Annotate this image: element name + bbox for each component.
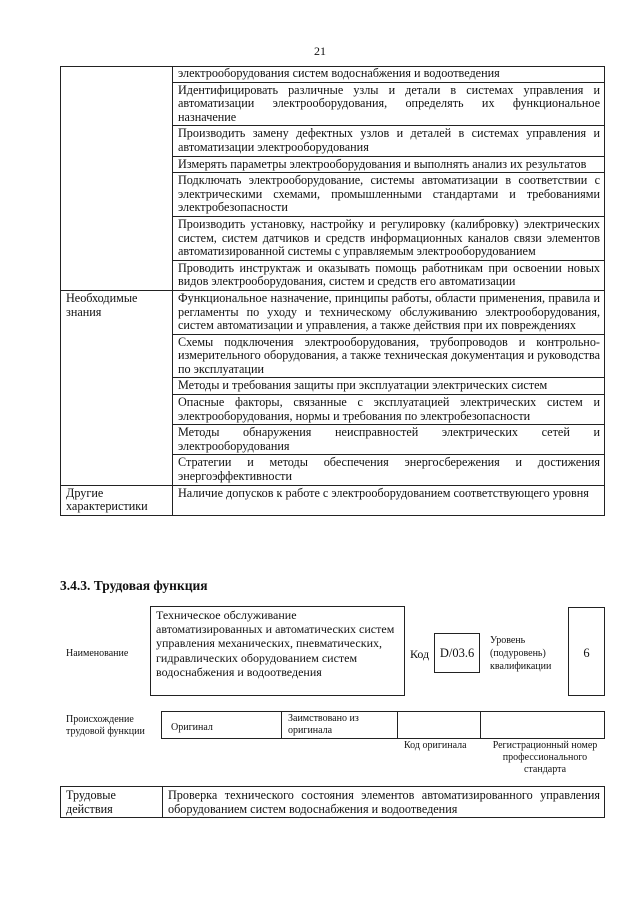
function-name: Техническое обслуживание автоматизированных и автоматических систем управления механических, пневматических, гидравлических оборудованием систем водоснабжения и водоотведения <box>156 608 395 679</box>
table-cell: Стратегии и методы обеспечения энергосбережения и достижения энергоэффективности <box>173 455 605 485</box>
borrowed-label: Заимствовано из оригинала <box>288 713 359 736</box>
table-cell: Проверка технического состояния элементов автоматизированного управления оборудованием систем водоснабжения и водоотведения <box>163 787 605 818</box>
table-cell: Наличие допусков к работе с электрооборудованием соответствующего уровня <box>173 485 605 515</box>
name-box <box>150 606 405 696</box>
level-label: Уровень (подуровень) квалификации <box>490 635 552 672</box>
divider <box>397 711 398 739</box>
actions-table <box>60 786 605 818</box>
table-cell: Опасные факторы, связанные с эксплуатацией электрических систем и электрооборудования, нормы и требования по электробезопасности <box>173 395 605 425</box>
level-box <box>568 607 605 696</box>
table-cell: Идентифицировать различные узлы и детали в системах управления и автоматизации электрооборудования, определять их функциональное назначение <box>173 82 605 126</box>
table-cell: Производить установку, настройку и регулировку (калибровку) электрических систем, систем датчиков и средств информационных каналов связи элементов автоматизированной системы с управляемым электрооборудованием <box>173 216 605 260</box>
reg-number-label: Регистрационный номер профессионального стандарта <box>492 740 598 775</box>
table-cell: Проводить инструктаж и оказывать помощь работникам при освоении новых видов электрооборудования, систем и средств его автоматизации <box>173 260 605 290</box>
table-cell: Функциональное назначение, принципы работы, области применения, правила и регламенты по уходу и техническому обслуживанию электрооборудования, систем автоматизации и управления, а также действия при их повреждениях <box>173 290 605 334</box>
original-label: Оригинал <box>171 722 213 733</box>
page-number: 21 <box>314 44 326 58</box>
divider <box>281 711 282 739</box>
divider <box>480 711 481 739</box>
level-value: 6 <box>583 646 590 660</box>
row-label-knowledge: Необходимые знания <box>61 290 173 485</box>
code-box <box>434 633 480 673</box>
table-cell: Подключать электрооборудование, системы автоматизации в соответствии с электрическими схемами, промышленными стандартами и требованиями электробезопасности <box>173 173 605 217</box>
code-label: Код <box>410 647 430 661</box>
code-value: D/03.6 <box>439 646 475 660</box>
row-label-skills <box>61 67 173 291</box>
code-original-label: Код оригинала <box>404 740 467 751</box>
table-cell: Производить замену дефектных узлов и деталей в системах управления и автоматизации электрооборудования <box>173 126 605 156</box>
name-label: Наименование <box>66 648 129 659</box>
row-label-other: Другие характеристики <box>61 485 173 515</box>
table-cell: Схемы подключения электрооборудования, трубопроводов и контрольно-измерительного оборудования, а также техническая документация и руководства по эксплуатации <box>173 334 605 378</box>
row-label-actions: Трудовые действия <box>61 787 163 818</box>
table-cell: Методы и требования защиты при эксплуатации электрических систем <box>173 378 605 395</box>
table-cell: Измерять параметры электрооборудования и выполнять анализ их результатов <box>173 156 605 173</box>
section-heading: 3.4.3. Трудовая функция <box>60 578 208 593</box>
table-cell: Методы обнаружения неисправностей электрических сетей и электрооборудования <box>173 425 605 455</box>
origin-label: Происхождение трудовой функции <box>66 714 145 737</box>
table-cell: электрооборудования систем водоснабжения и водоотведения <box>173 67 605 83</box>
requirements-table <box>60 66 605 516</box>
